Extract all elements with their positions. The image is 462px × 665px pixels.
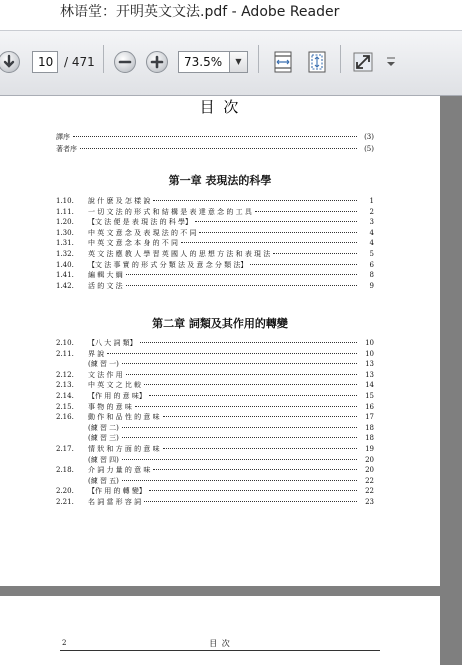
toolbar-divider: [103, 45, 104, 73]
minus-icon: [115, 52, 135, 72]
toc-entry-text: (練 習 五): [88, 476, 119, 485]
toc-entry-page: 4: [369, 228, 374, 237]
dot-leader: [153, 200, 357, 201]
toc-entry-number: 1.30.: [56, 228, 74, 237]
dot-leader: [73, 136, 357, 137]
toc-entry-text: 事 物 的 意 味: [88, 402, 132, 411]
dot-leader: [140, 342, 357, 343]
toc-entry-text: 著者序: [56, 145, 77, 153]
toc-entry-page: 1: [369, 197, 374, 205]
toc-entry-text: 【文 法 事 實 的 形 式 分 類 法 及 意 念 分 類 法】: [88, 260, 248, 269]
toc-entry-text: 說 什 麽 及 怎 樣 說: [88, 197, 151, 205]
dot-leader: [107, 353, 357, 354]
toc-entry-page: 22: [365, 487, 374, 496]
dot-leader: [153, 469, 357, 470]
toc-row: [56, 402, 374, 412]
dot-leader: [163, 416, 357, 417]
toc-entry-text: 【文 法 便 是 表 現 法 的 科 學】: [88, 218, 193, 227]
toc-entry-page: 20: [365, 466, 374, 475]
toc-entry-number: 2.15.: [56, 402, 74, 411]
plus-icon: [147, 52, 167, 72]
toc-entry-page: 4: [369, 239, 374, 248]
toc-entry-number: 2.14.: [56, 392, 74, 400]
toc-row: [56, 391, 374, 401]
toc-entry-text: 情 狀 和 方 面 的 意 味: [88, 445, 160, 453]
toc-entry-page: 23: [365, 498, 374, 506]
toc-entry-text: 英 文 法 應 教 人 學 習 英 國 人 的 思 想 方 法 和 表 現 法: [88, 250, 271, 258]
next-page-button[interactable]: [0, 51, 20, 73]
toc-entry-number: 2.12.: [56, 370, 74, 379]
toc-entry-page: 8: [369, 271, 374, 280]
toc-entry-number: 2.11.: [56, 349, 74, 358]
toc-row: [56, 455, 374, 465]
toc-entry-text: (練 習 四): [88, 455, 119, 464]
toc-entry-text: 中 英 文 之 比 較: [88, 381, 142, 390]
dot-leader: [122, 437, 357, 438]
toc-entry-number: 1.40.: [56, 260, 74, 269]
dot-leader: [250, 264, 357, 265]
toc-row: [56, 444, 374, 454]
toc-entry-number: 2.10.: [56, 339, 74, 347]
toc-row: [56, 260, 374, 270]
toc-entry-page: 10: [365, 349, 374, 358]
dot-leader: [135, 406, 357, 407]
toc-row: [56, 423, 374, 433]
toc-entry-text: 【八 大 詞 類】: [88, 339, 137, 347]
page-folio: 2: [62, 639, 67, 647]
dot-leader: [199, 232, 357, 233]
toc-entry-page: 13: [365, 370, 374, 379]
toc-row: [56, 207, 374, 217]
dot-leader: [126, 285, 357, 286]
toc-entry-page: 17: [365, 413, 374, 422]
toc-entry-number: 2.17.: [56, 445, 74, 453]
toc-row: [56, 132, 374, 142]
dot-leader: [181, 242, 357, 243]
toc-entry-number: 2.13.: [56, 381, 74, 390]
toc-entry-text: 動 作 和 品 性 的 意 味: [88, 413, 160, 422]
toc-entry-text: 介 詞 力 量 的 意 味: [88, 466, 151, 475]
toc-row: [56, 281, 374, 291]
page-heading: 目 次: [199, 98, 241, 116]
dot-leader: [144, 501, 357, 502]
toc-entry-text: 【作 用 的 轉 變】: [88, 487, 146, 496]
toc-entry-number: 1.32.: [56, 250, 74, 258]
toc-row: [56, 338, 374, 348]
fit-page-icon[interactable]: [306, 50, 328, 74]
toc-row: [56, 465, 374, 475]
toc-row: [56, 238, 374, 248]
dot-leader: [163, 448, 357, 449]
zoom-in-button[interactable]: [146, 51, 168, 73]
toc-row: [56, 228, 374, 238]
toc-entry-text: (練 習 三): [88, 434, 119, 443]
toc-entry-page: 3: [369, 218, 374, 227]
toc-entry-text: 中 英 文 意 念 本 身 的 不 同: [88, 239, 179, 248]
toc-row: [56, 370, 374, 380]
document-page: [0, 96, 440, 586]
toc-entry-text: (練 習 一): [88, 360, 119, 369]
toc-entry-number: 2.18.: [56, 466, 74, 475]
triangle-down-icon: ▼: [235, 57, 242, 66]
toc-entry-number: 1.10.: [56, 197, 74, 205]
document-page: [0, 596, 440, 665]
toc-row: [56, 486, 374, 496]
chevron-down-icon[interactable]: [384, 53, 398, 71]
dot-leader: [80, 148, 357, 149]
toc-entry-page: 2: [369, 207, 374, 216]
toc-entry-page: 14: [365, 381, 374, 390]
toolbar-divider: [340, 45, 341, 73]
page-total: / 471: [64, 55, 95, 69]
toc-entry-number: 2.21.: [56, 498, 74, 506]
arrow-down-icon: [0, 52, 19, 72]
toc-entry-page: 18: [365, 434, 374, 443]
toc-entry-page: 20: [365, 455, 374, 464]
toc-entry-page: 15: [365, 392, 374, 400]
toc-entry-text: 中 英 文 意 念 及 表 現 法 的 不 同: [88, 228, 197, 237]
chapter-title: 第二章 詞類及其作用的轉變: [152, 317, 288, 330]
zoom-out-button[interactable]: [114, 51, 136, 73]
toc-entry-page: 9: [369, 281, 374, 290]
chapter-title: 第一章 表現法的科學: [168, 174, 272, 187]
chapter-1-entries: [56, 196, 374, 296]
toc-entry-text: 譯序: [56, 133, 70, 141]
toc-entry-page: 19: [365, 445, 374, 453]
zoom-level-input[interactable]: 73.5%: [178, 51, 230, 73]
dot-leader: [149, 395, 357, 396]
toolbar: [0, 30, 462, 96]
fit-width-icon[interactable]: [272, 50, 294, 74]
toc-entry-page: 6: [369, 260, 374, 269]
toc-row: [56, 249, 374, 259]
dot-leader: [255, 211, 357, 212]
toc-entry-number: 1.31.: [56, 239, 74, 248]
toc-row: [56, 144, 374, 154]
toc-entry-text: 界 說: [88, 349, 105, 358]
toc-entry-page: 18: [365, 423, 374, 432]
toc-entry-number: 2.20.: [56, 487, 74, 496]
toc-row: [56, 433, 374, 443]
toc-entry-text: 一 切 文 法 的 形 式 和 結 構 是 表 達 意 念 的 工 具: [88, 207, 252, 216]
dot-leader: [122, 427, 357, 428]
full-screen-icon[interactable]: [352, 50, 374, 74]
toc-entry-page: 5: [369, 250, 374, 258]
window-title: 林语堂：开明英文文法.pdf - Adobe Reader: [60, 4, 340, 20]
toc-entry-page: 16: [365, 402, 374, 411]
dot-leader: [126, 374, 357, 375]
toc-entry-text: 文 法 作 用: [88, 370, 123, 379]
dot-leader: [149, 490, 357, 491]
toc-entry-page: 10: [365, 339, 374, 347]
toc-row: [56, 476, 374, 486]
dot-leader: [122, 459, 357, 460]
dot-leader: [122, 480, 357, 481]
toc-row: [56, 497, 374, 507]
toc-entry-number: 1.42.: [56, 281, 74, 290]
toc-entry-page: (5): [364, 145, 374, 153]
dot-leader: [273, 253, 357, 254]
dot-leader: [144, 384, 357, 385]
dot-leader: [126, 274, 357, 275]
dot-leader: [122, 363, 357, 364]
page-number-input[interactable]: 10: [32, 51, 58, 73]
toc-entry-page: 22: [365, 476, 374, 485]
toc-row: [56, 380, 374, 390]
toc-entry-page: 13: [365, 360, 374, 369]
toc-entry-number: 1.41.: [56, 271, 74, 280]
toc-entry-text: 編 輯 大 綱: [88, 271, 123, 280]
toc-entry-text: 名 詞 當 形 容 詞: [88, 498, 142, 506]
dot-leader: [195, 221, 357, 222]
toolbar-divider: [258, 45, 259, 73]
toc-entry-number: 2.16.: [56, 413, 74, 422]
toc-entry-number: 1.11.: [56, 207, 74, 216]
toc-row: [56, 359, 374, 369]
toc-entry-text: 【作 用 的 意 味】: [88, 392, 146, 400]
toc-entry-page: (3): [364, 133, 374, 141]
chapter-2-entries: [56, 338, 374, 508]
toc-row: [56, 196, 374, 206]
toc-entry-number: 1.20.: [56, 218, 74, 227]
front-matter-list: [56, 132, 374, 162]
toc-entry-text: (練 習 二): [88, 423, 119, 432]
zoom-dropdown-button[interactable]: [230, 51, 248, 73]
title-bar: [0, 0, 462, 22]
toc-row: [56, 412, 374, 422]
running-header: 目 次: [209, 639, 231, 648]
toc-row: [56, 270, 374, 280]
document-viewer[interactable]: [0, 96, 462, 665]
header-rule: [60, 650, 380, 651]
toc-entry-text: 活 的 文 法: [88, 281, 123, 290]
toc-row: [56, 349, 374, 359]
toc-row: [56, 217, 374, 227]
